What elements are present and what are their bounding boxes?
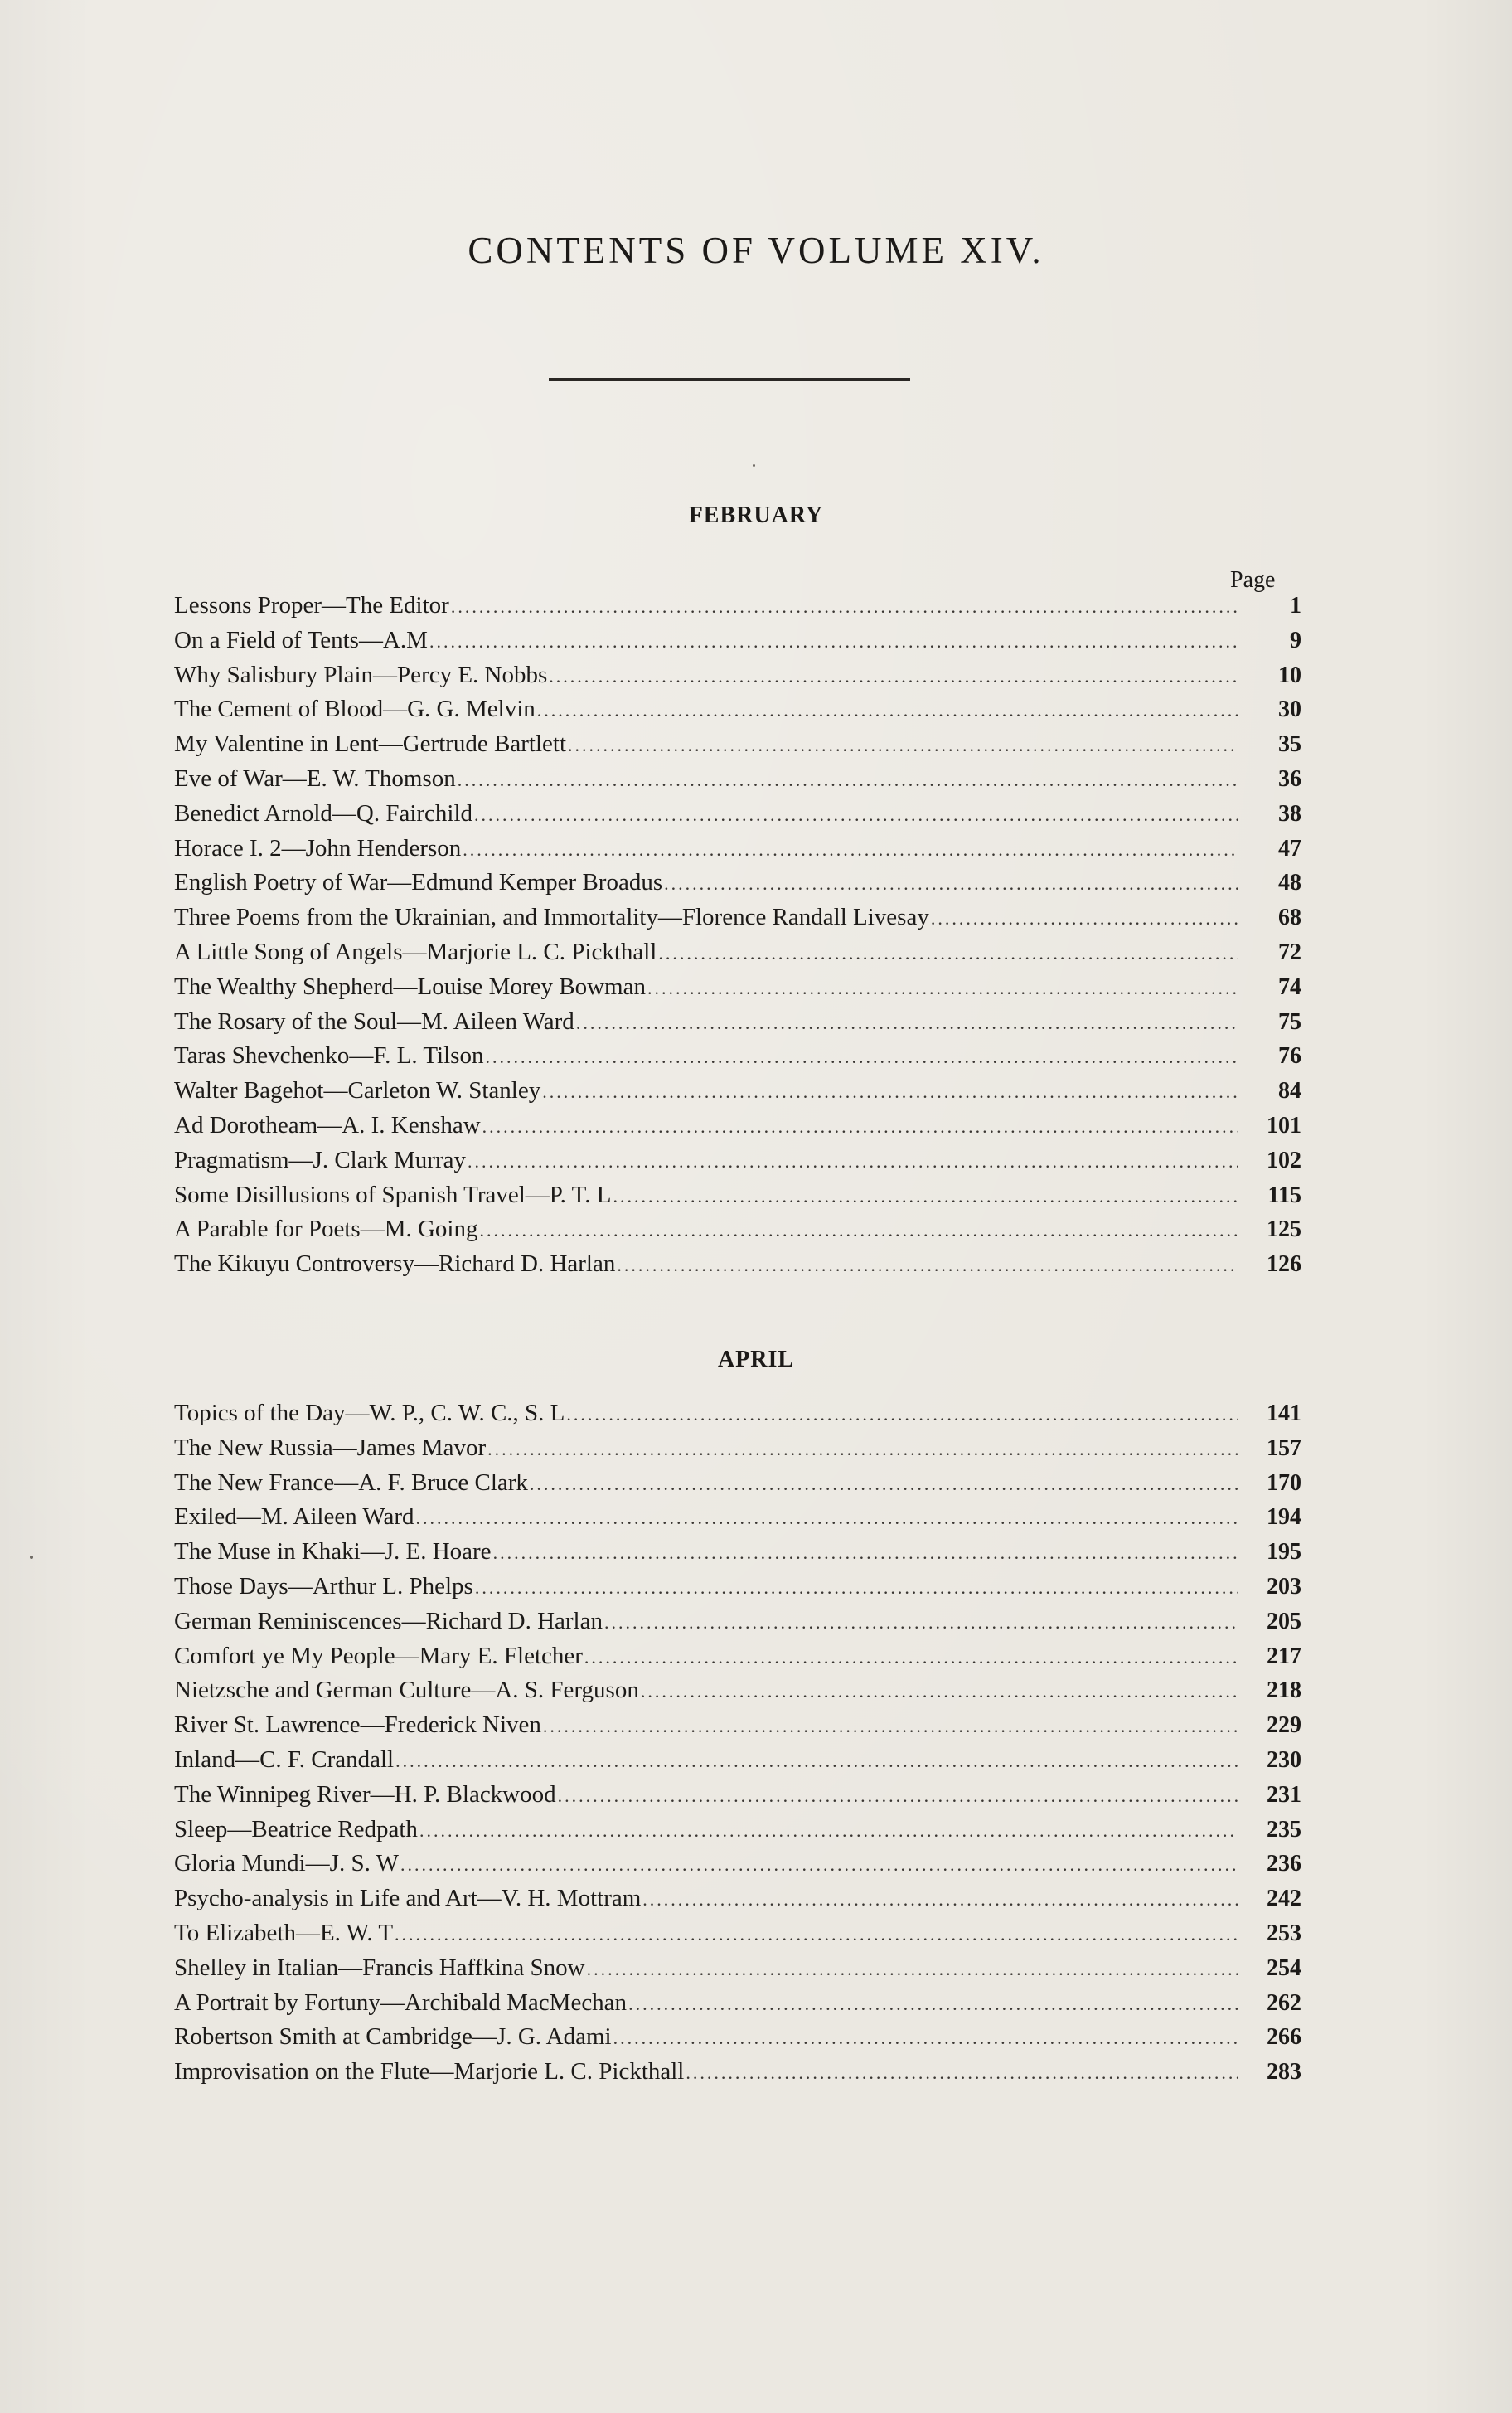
toc-entry — [174, 727, 1301, 762]
toc-entry-title: Lessons Proper—The Editor — [174, 592, 449, 619]
toc-entry-page-number: 235 — [1267, 1816, 1301, 1843]
dot-leader — [613, 2021, 1238, 2056]
toc-entry-page-number: 38 — [1278, 800, 1301, 827]
toc-entry-page-number: 76 — [1278, 1043, 1301, 1070]
dot-leader — [628, 1987, 1238, 2022]
dot-leader — [485, 1040, 1238, 1075]
toc-entry-title: The Cement of Blood—G. G. Melvin — [174, 696, 536, 723]
toc-entry-page-number: 262 — [1267, 1989, 1301, 2016]
toc-entry-page-number: 205 — [1267, 1608, 1301, 1634]
dot-leader — [642, 1882, 1238, 1917]
dot-leader — [604, 1605, 1238, 1640]
dot-leader — [647, 971, 1238, 1006]
toc-entry-title: Three Poems from the Ukrainian, and Immortality—Florence Randall Livesay — [174, 904, 929, 931]
paper-speck — [753, 464, 755, 467]
dot-leader — [429, 624, 1238, 659]
toc-entry-page-number: 254 — [1267, 1954, 1301, 1981]
dot-leader — [416, 1501, 1239, 1536]
toc-entry-title: A Little Song of Angels—Marjorie L. C. Pickthall — [174, 938, 657, 965]
dot-leader — [617, 1248, 1238, 1283]
toc-entry-page-number: 157 — [1267, 1435, 1301, 1461]
section-heading-april: APRIL — [717, 1347, 795, 1372]
toc-entry — [174, 1813, 1301, 1847]
toc-entry-title: The New France—A. F. Bruce Clark — [174, 1469, 528, 1496]
toc-entry-page-number: 75 — [1278, 1008, 1301, 1035]
page-column-label: Page — [1230, 567, 1276, 593]
toc-entry — [174, 1431, 1301, 1466]
toc-entry-title: The New Russia—James Mavor — [174, 1434, 487, 1461]
dot-leader — [395, 1917, 1238, 1952]
toc-entry-page-number: 217 — [1267, 1643, 1301, 1669]
toc-entry — [174, 2020, 1301, 2055]
toc-entry — [174, 692, 1301, 727]
toc-entry-page-number: 47 — [1278, 835, 1301, 862]
toc-entry-title: Gloria Mundi—J. S. W — [174, 1850, 399, 1877]
title-divider — [549, 378, 910, 381]
toc-entry — [174, 762, 1301, 797]
toc-entry-page-number: 170 — [1267, 1469, 1301, 1496]
dot-leader — [537, 693, 1238, 728]
toc-entry-title: A Portrait by Fortuny—Archibald MacMechan — [174, 1988, 628, 2016]
toc-entry-page-number: 101 — [1267, 1112, 1301, 1139]
toc-entry — [174, 1178, 1301, 1213]
toc-entry — [174, 1396, 1301, 1431]
dot-leader — [613, 1179, 1238, 1214]
toc-entry-page-number: 218 — [1267, 1677, 1301, 1704]
toc-entry — [174, 1212, 1301, 1247]
dot-leader — [530, 1467, 1238, 1502]
toc-entry-page-number: 125 — [1267, 1216, 1301, 1243]
page-title: CONTENTS OF VOLUME XIV. — [468, 230, 1044, 271]
toc-entry-page-number: 36 — [1278, 765, 1301, 792]
toc-entry-page-number: 230 — [1267, 1746, 1301, 1773]
toc-entry-title: Walter Bagehot—Carleton W. Stanley — [174, 1077, 541, 1105]
toc-entry-page-number: 84 — [1278, 1078, 1301, 1105]
dot-leader — [549, 659, 1238, 694]
toc-entry-page-number: 30 — [1278, 697, 1301, 723]
toc-entry-page-number: 126 — [1267, 1251, 1301, 1278]
toc-entry — [174, 2055, 1301, 2090]
toc-list-february — [174, 589, 1301, 1282]
toc-entry — [174, 1708, 1301, 1743]
toc-entry — [174, 1039, 1301, 1074]
toc-entry — [174, 1639, 1301, 1674]
toc-entry-page-number: 203 — [1267, 1573, 1301, 1600]
toc-entry-title: A Parable for Poets—M. Going — [174, 1216, 478, 1243]
dot-leader — [641, 1674, 1238, 1709]
toc-entry-title: Inland—C. F. Crandall — [174, 1745, 395, 1773]
toc-entry-title: Shelley in Italian—Francis Haffkina Snow — [174, 1954, 585, 1981]
toc-entry — [174, 1005, 1301, 1040]
toc-entry — [174, 1605, 1301, 1639]
toc-entry-title: Ad Dorotheam—A. I. Kenshaw — [174, 1111, 481, 1139]
toc-entry — [174, 1570, 1301, 1605]
toc-entry-title: German Reminiscences—Richard D. Harlan — [174, 1607, 603, 1634]
dot-leader — [468, 1144, 1238, 1179]
toc-entry-title: Pragmatism—J. Clark Murray — [174, 1146, 466, 1173]
dot-leader — [493, 1536, 1238, 1571]
toc-entry-title: Exiled—M. Aileen Ward — [174, 1503, 414, 1531]
dot-leader — [931, 901, 1238, 936]
dot-leader — [576, 1006, 1238, 1041]
toc-entry — [174, 1143, 1301, 1178]
toc-entry — [174, 589, 1301, 624]
toc-entry — [174, 901, 1301, 935]
toc-entry-page-number: 35 — [1278, 731, 1301, 758]
toc-entry-page-number: 48 — [1278, 870, 1301, 896]
toc-entry-title: Some Disillusions of Spanish Travel—P. T. L — [174, 1181, 612, 1208]
toc-entry-title: Eve of War—E. W. Thomson — [174, 765, 456, 792]
toc-entry-title: Psycho-analysis in Life and Art—V. H. Mottram — [174, 1885, 642, 1912]
toc-entry-title: The Winnipeg River—H. P. Blackwood — [174, 1780, 556, 1808]
toc-entry-title: The Kikuyu Controversy—Richard D. Harlan — [174, 1250, 616, 1278]
toc-entry-title: Horace I. 2—John Henderson — [174, 834, 462, 862]
dot-leader — [542, 1075, 1238, 1109]
toc-entry — [174, 1986, 1301, 2021]
toc-entry — [174, 832, 1301, 867]
dot-leader — [482, 1109, 1238, 1144]
paper-speck — [30, 1556, 33, 1559]
toc-entry-page-number: 242 — [1267, 1886, 1301, 1912]
toc-entry-page-number: 253 — [1267, 1920, 1301, 1946]
toc-entry-title: My Valentine in Lent—Gertrude Bartlett — [174, 731, 567, 758]
dot-leader — [463, 833, 1238, 867]
toc-entry-title: The Wealthy Shepherd—Louise Morey Bowman — [174, 973, 646, 1000]
toc-entry — [174, 970, 1301, 1005]
toc-list-april — [174, 1396, 1301, 2090]
toc-entry-page-number: 195 — [1267, 1539, 1301, 1566]
toc-entry — [174, 1074, 1301, 1109]
section-heading-february: FEBRUARY — [688, 503, 824, 528]
toc-entry-page-number: 74 — [1278, 973, 1301, 1000]
toc-entry-page-number: 72 — [1278, 939, 1301, 965]
toc-entry — [174, 1847, 1301, 1881]
toc-entry — [174, 1916, 1301, 1951]
toc-entry — [174, 1247, 1301, 1282]
toc-entry-page-number: 10 — [1278, 662, 1301, 688]
toc-entry — [174, 1535, 1301, 1570]
toc-entry-page-number: 231 — [1267, 1781, 1301, 1808]
toc-entry-page-number: 9 — [1290, 627, 1301, 653]
toc-entry — [174, 1743, 1301, 1778]
dot-leader — [480, 1213, 1239, 1248]
dot-leader — [558, 1779, 1238, 1813]
dot-leader — [587, 1952, 1238, 1987]
dot-leader — [475, 1571, 1238, 1605]
toc-entry-page-number: 229 — [1267, 1712, 1301, 1739]
toc-entry — [174, 658, 1301, 693]
dot-leader — [543, 1709, 1238, 1744]
dot-leader — [664, 867, 1238, 901]
toc-entry — [174, 866, 1301, 901]
toc-entry — [174, 797, 1301, 832]
toc-entry-title: Comfort ye My People—Mary E. Fletcher — [174, 1642, 583, 1669]
toc-entry-title: Why Salisbury Plain—Percy E. Nobbs — [174, 661, 548, 688]
toc-entry-page-number: 194 — [1267, 1504, 1301, 1531]
toc-entry-title: On a Field of Tents—A.M — [174, 626, 428, 653]
toc-entry-title: River St. Lawrence—Frederick Niven — [174, 1711, 541, 1739]
dot-leader — [474, 798, 1238, 833]
toc-entry-title: Nietzsche and German Culture—A. S. Ferguson — [174, 1677, 639, 1704]
toc-entry-page-number: 236 — [1267, 1851, 1301, 1877]
dot-leader — [658, 936, 1238, 971]
dot-leader — [419, 1813, 1238, 1848]
toc-entry-title: Robertson Smith at Cambridge—J. G. Adami — [174, 2023, 612, 2051]
toc-entry — [174, 1466, 1301, 1501]
dot-leader — [568, 728, 1238, 763]
toc-entry-page-number: 102 — [1267, 1147, 1301, 1173]
toc-entry — [174, 624, 1301, 658]
toc-entry-page-number: 115 — [1267, 1182, 1301, 1208]
toc-entry-title: Sleep—Beatrice Redpath — [174, 1815, 418, 1843]
toc-entry — [174, 1778, 1301, 1813]
dot-leader — [686, 2056, 1238, 2090]
toc-entry-title: Those Days—Arthur L. Phelps — [174, 1572, 473, 1600]
toc-entry — [174, 1673, 1301, 1708]
toc-entry-title: Improvisation on the Flute—Marjorie L. C. Pickthall — [174, 2058, 685, 2085]
toc-entry-title: The Rosary of the Soul—M. Aileen Ward — [174, 1007, 574, 1035]
toc-entry-title: Topics of the Day—W. P., C. W. C., S. L — [174, 1400, 565, 1426]
toc-entry — [174, 1951, 1301, 1986]
dot-leader — [487, 1432, 1238, 1467]
dot-leader — [584, 1640, 1238, 1675]
toc-entry-page-number: 141 — [1267, 1401, 1301, 1426]
toc-entry-title: To Elizabeth—E. W. T — [174, 1919, 394, 1946]
toc-entry — [174, 1500, 1301, 1535]
toc-entry-title: English Poetry of War—Edmund Kemper Broadus — [174, 869, 663, 896]
toc-entry-page-number: 283 — [1267, 2059, 1301, 2085]
toc-entry — [174, 1881, 1301, 1916]
toc-entry-title: The Muse in Khaki—J. E. Hoare — [174, 1538, 492, 1566]
toc-entry — [174, 935, 1301, 970]
dot-leader — [395, 1744, 1238, 1779]
toc-entry-page-number: 68 — [1278, 905, 1301, 931]
toc-entry-title: Benedict Arnold—Q. Fairchild — [174, 799, 473, 827]
toc-entry-title: Taras Shevchenko—F. L. Tilson — [174, 1042, 484, 1070]
toc-entry-page-number: 266 — [1267, 2024, 1301, 2051]
toc-entry — [174, 1109, 1301, 1143]
dot-leader — [400, 1847, 1238, 1882]
toc-entry-page-number: 1 — [1290, 593, 1301, 619]
dot-leader — [566, 1397, 1238, 1432]
dot-leader — [451, 590, 1238, 624]
dot-leader — [458, 763, 1238, 798]
